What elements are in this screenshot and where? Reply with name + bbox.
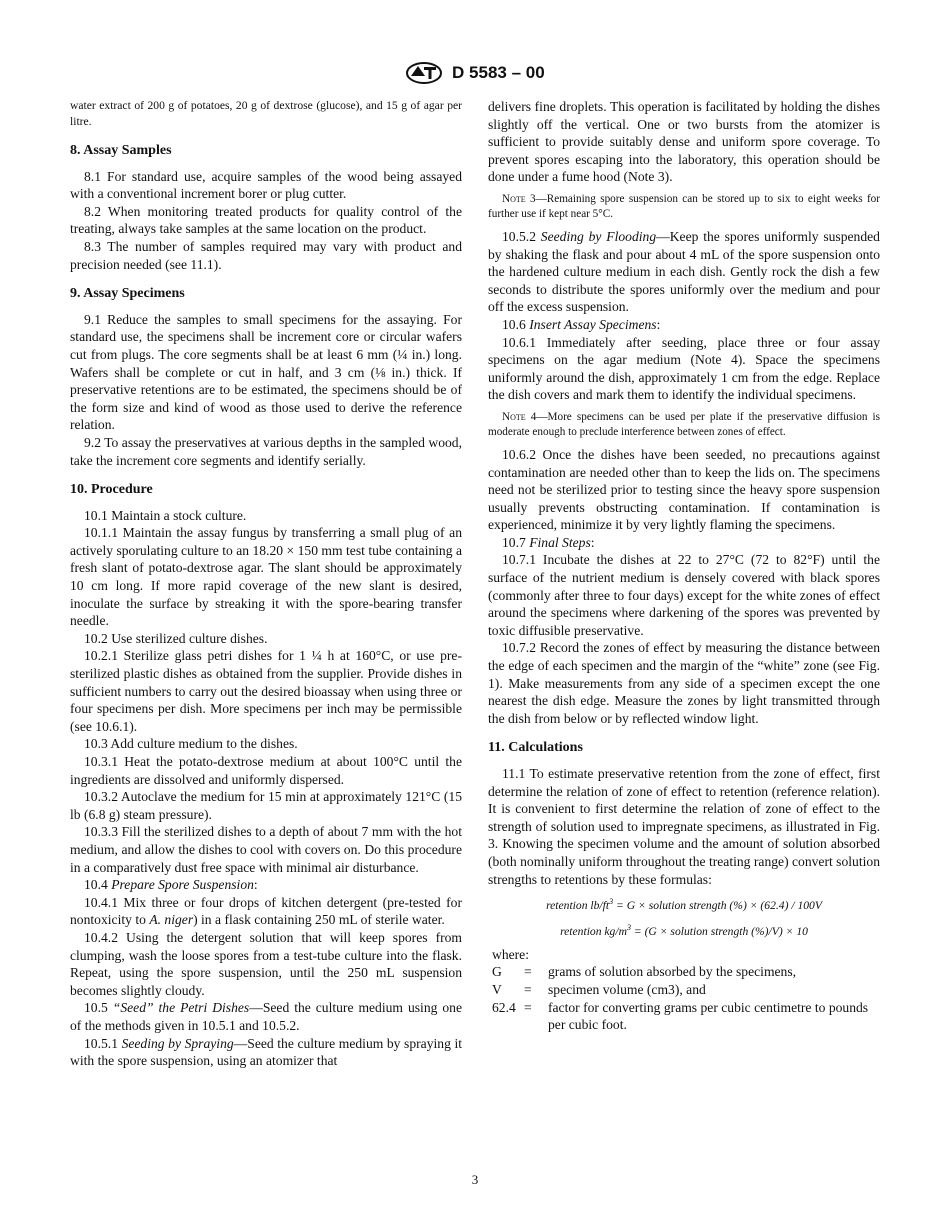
equation-lhs: retention lb/ft (546, 899, 610, 913)
paragraph: 9.1 Reduce the samples to small specimens for the assaying. For standard use, the specimens shall be increment core or circular wafers cut from plugs. The core segments shall be at least 6 mm (¼ in.) long. Wafers shall be complete or cut in half, and 3 cm (⅛ in.) thick. If preservative retentions are to be estimated, the specimens should be of the form size and kind of wood as those used to derive the reference relation. (70, 311, 462, 433)
section-heading: 10. Procedure (70, 482, 153, 498)
definition-symbol: V (492, 982, 502, 998)
paragraph: 10.3.3 Fill the sterilized dishes to a depth of about 7 mm with the hot medium, and allow the dishes to cool with covers on. Do this procedure in a comparatively dust free space with minimal air disturbance. (70, 824, 462, 875)
equation-exponent: 3 (609, 897, 614, 907)
designation: D 5583 – 00 (452, 63, 545, 82)
species-name: A. niger (149, 912, 194, 928)
astm-logo-icon (405, 62, 443, 84)
section-title: Insert Assay Specimens (529, 316, 657, 332)
equation-rhs: = G × solution strength (%) × (62.4) / 100V (613, 899, 822, 913)
paragraph: 9.2 To assay the preservatives at various depths in the sampled wood, take the increment core segments and identify serially. (70, 434, 462, 468)
definition-text: factor for converting grams per cubic centimetre to pounds per cubic foot. (548, 999, 869, 1033)
definition-text: specimen volume (cm3), and (548, 982, 706, 998)
text: 10.4.1 Mix three or four drops of kitchen detergent (pre-tested for nontoxicity to (70, 894, 462, 928)
text: —Seed the culture medium by spraying it with the spore suspension, using an atomizer that (70, 1035, 462, 1069)
right-column (488, 98, 880, 1034)
paragraph: 10.4.2 Using the detergent solution that will keep spores from clumping, wash the loose spores from a test-tube culture into the flask. Repeat, using the spore suspension, until the 250 mL suspension becomes slightly cloudy. (70, 929, 462, 998)
equation-rhs: = (G × solution strength (%)/V) × 10 (630, 924, 808, 938)
paragraph (70, 894, 462, 929)
paragraph: 10.4 Prepare Spore Suspension: (84, 877, 258, 893)
note-text: —Remaining spore suspension can be stored up to six to eight weeks for further use if kept near 5°C. (488, 192, 880, 220)
paragraph: 8.1 For standard use, acquire samples of the wood being assayed with a conventional increment borer or plug cutter. (70, 168, 462, 202)
section-title: Seeding by Flooding (540, 228, 657, 244)
paragraph: water extract of 200 g of potatoes, 20 g of dextrose (glucose), and 15 g of agar per litre. (70, 99, 462, 128)
paragraph (70, 1035, 462, 1070)
section-number: 10.6 (502, 316, 526, 332)
section-title: “Seed” the Petri Dishes (112, 1000, 250, 1016)
paragraph: 10.3.2 Autoclave the medium for 15 min at approximately 121°C (15 lb (6.8 g) steam pressure). (70, 789, 462, 822)
section-number: 10.5.1 (84, 1035, 118, 1051)
equation-kg (488, 920, 880, 940)
paragraph (70, 999, 462, 1034)
paragraph: 10.3 Add culture medium to the dishes. (84, 736, 298, 752)
definition-equals: = (524, 982, 532, 998)
paragraph: 10.6.2 Once the dishes have been seeded, no precautions against contamination are needed other than to keep the lids on. The specimens need not be sterilized prior to testing since the heavy spore suspension usually prevents obstructing contamination. If contamination is experienced, minimize it by very lightly flaming the specimens. (488, 446, 880, 533)
paragraph: 10.1 Maintain a stock culture. (84, 507, 247, 523)
definition-equals: = (524, 964, 532, 980)
definition-row (492, 999, 880, 1034)
equation-exponent: 3 (626, 923, 631, 933)
paragraph (488, 228, 880, 316)
note (488, 192, 880, 222)
section-heading: 8. Assay Samples (70, 143, 172, 158)
note (488, 410, 880, 440)
text: —Keep the spores uniformly suspended by shaking the flask and pour about 4 mL of the spore suspension onto the hardened culture medium in each dish. Gently rock the dish a few seconds to distribute the spores uniformly over the medium and pour off the excess suspension. (488, 228, 880, 315)
section-title: Final Steps (529, 534, 591, 550)
definitions (492, 946, 880, 1034)
definition-symbol: 62.4 (492, 999, 516, 1015)
paragraph: 10.6 Insert Assay Specimens: (502, 316, 661, 332)
section-number: 10.5 (84, 1000, 108, 1016)
definition-equals: = (524, 999, 532, 1015)
paragraph: 10.7 Final Steps: (502, 534, 595, 550)
paragraph: 8.2 When monitoring treated products for quality control of the treating, always take samples at the same location on the product. (70, 203, 462, 237)
paragraph: 10.6.1 Immediately after seeding, place three or four assay specimens on the agar medium (Note 4). Space the specimens uniformly around the dish, approximately 1 cm from the edge. Replace the dish covers and mark them to identify the individual specimens. (488, 334, 880, 403)
definition-text: grams of solution absorbed by the specimens, (548, 964, 797, 980)
section-title: Seeding by Spraying (121, 1035, 234, 1051)
definition-row (492, 963, 880, 981)
section-heading: 11. Calculations (488, 740, 583, 756)
equation-lb (488, 894, 880, 914)
page-number: 3 (471, 1172, 479, 1187)
equation-lhs: retention kg/m (560, 924, 627, 938)
paragraph: 8.3 The number of samples required may vary with product and precision needed (see 11.1). (70, 238, 462, 272)
section-number: 10.4 (84, 877, 108, 893)
text: ) in a flask containing 250 mL of sterile water. (193, 912, 445, 928)
paragraph: delivers fine droplets. This operation is facilitated by holding the dishes slightly off the vertical. One or two bursts from the atomizer is sufficient to provide suitably dense and uniform spore coverage. To prevent spores escaping into the laboratory, this operation should be done under a fume hood (Note 3). (488, 99, 880, 185)
section-number: 10.7 (502, 534, 526, 550)
section-number: 10.5.2 (502, 228, 536, 244)
where-label: where: (492, 946, 529, 962)
section-title: Prepare Spore Suspension (111, 877, 254, 893)
note-label: Note 4 (502, 410, 537, 423)
paragraph: 11.1 To estimate preservative retention from the zone of effect, first determine the relation of zone of effect to retention (reference relation). It is convenient to first determine the relation of zone of effect to the strength of solution used to impregnate specimens, as illustrated in Fig. 3. Knowing the specimen volume and the amount of solution absorbed (both nominally uniform throughout the treating range) convert solution strengths to retentions by these formulas: (488, 766, 880, 887)
left-column (70, 98, 462, 1070)
definition-symbol: G (492, 964, 502, 980)
paragraph: 10.2 Use sterilized culture dishes. (84, 630, 268, 646)
note-label: Note 3 (502, 192, 536, 205)
paragraph: 10.7.2 Record the zones of effect by measuring the distance between the edge of each specimen and the margin of the “white” zone (see Fig. 1). Make measurements from any side of a specimen except the one nearest the dish edge. Measure the zones by light transmitted through the dish from below or by reflected window light. (488, 640, 880, 726)
section-heading: 9. Assay Specimens (70, 286, 185, 302)
paragraph: 10.3.1 Heat the potato-dextrose medium at about 100°C until the ingredients are dissolved and uniformly dispersed. (70, 754, 462, 787)
paragraph: 10.2.1 Sterilize glass petri dishes for 1 ¼ h at 160°C, or use pre-sterilized plastic dishes as obtained from the supplier. Provide dishes in sufficient numbers to carry out the desired bioassay when using three or four specimens per dish. More specimens per inch may be permissible (see 10.6.1). (70, 648, 462, 734)
paragraph: 10.7.1 Incubate the dishes at 22 to 27°C (72 to 82°F) until the surface of the nutrient medium is densely covered with black spores (commonly after three to four days) except for the white zones of effect around the specimens where darkening of the spores was prevented by toxic diffusible preservative. (488, 552, 880, 638)
definition-row (492, 981, 880, 999)
note-text: —More specimens can be used per plate if the preservative diffusion is moderate enough to preclude interference between zones of effect. (488, 410, 880, 438)
page-header (0, 62, 950, 84)
text: —Seed the culture medium using one of the methods given in 10.5.1 and 10.5.2. (70, 1000, 463, 1033)
paragraph: 10.1.1 Maintain the assay fungus by transferring a small plug of an actively sporulating culture to an 18.20 × 150 mm test tube containing a fresh slant of potato-dextrose agar. The slant should be approximately 10 cm long. If more rapid coverage of the new slant is desired, inoculate the surface by streaking it with the spore-bearing transfer needle. (70, 525, 462, 629)
